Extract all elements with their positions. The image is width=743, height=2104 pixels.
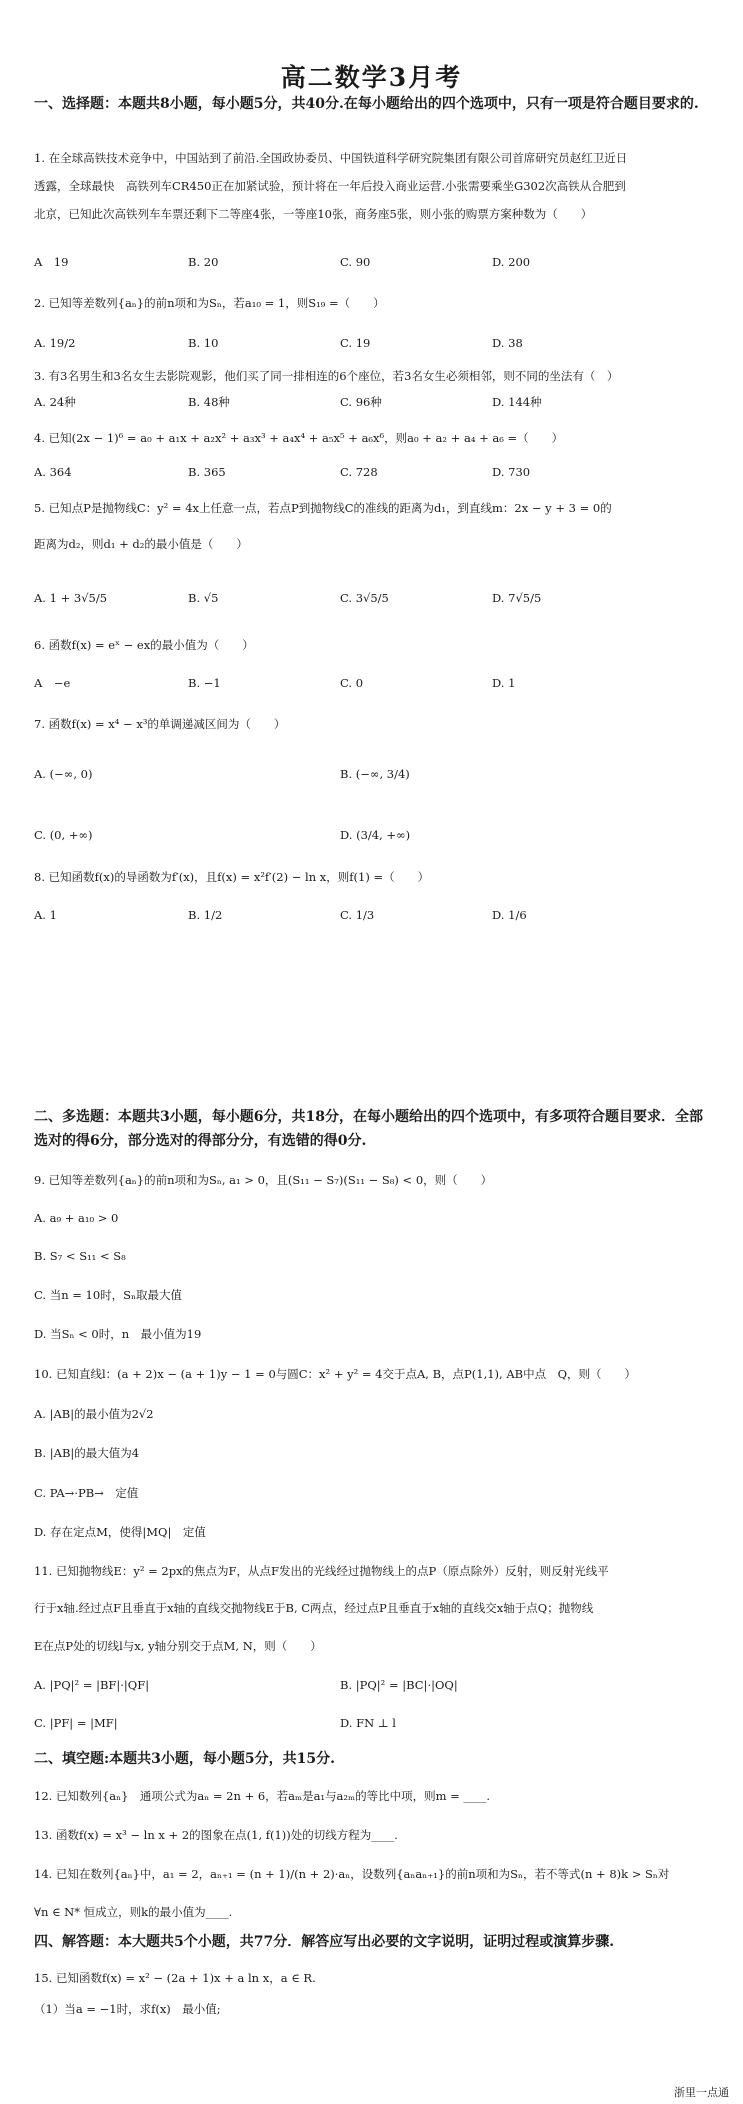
q9-option-c: C. 当n = 10时，Sₙ取最大值 <box>34 1288 183 1302</box>
q4-option-c: C. 728 <box>340 465 378 479</box>
q2-stem: 2. 已知等差数列{aₙ}的前n项和为Sₙ，若a₁₀ = 1，则S₁₉ =（ ） <box>34 296 385 310</box>
q11-line-1: 11. 已知抛物线E：y² = 2px的焦点为F，从点F发出的光线经过抛物线上的点P（原点除外）反射，则反射光线平 <box>34 1564 609 1578</box>
q6-option-b: B. −1 <box>188 676 221 690</box>
q4-stem: 4. 已知(2x − 1)⁶ = a₀ + a₁x + a₂x² + a₃x³ + a₄x⁴ + a₅x⁵ + a₆x⁶，则a₀ + a₂ + a₄ + a₆ =（ ） <box>34 431 564 445</box>
q1-option-c: C. 90 <box>340 255 371 269</box>
q6-option-d: D. 1 <box>492 676 516 690</box>
q5-line-1: 5. 已知点P是抛物线C：y² = 4x上任意一点，若点P到抛物线C的准线的距离为d₁，到直线m：2x − y + 3 = 0的 <box>34 501 612 515</box>
q3-option-c: C. 96种 <box>340 395 382 409</box>
page-title: 高二数学3月考 <box>280 63 463 92</box>
q8-option-b: B. 1/2 <box>188 908 223 922</box>
q2-option-d: D. 38 <box>492 336 523 350</box>
section-1-heading: 一、选择题：本题共8小题，每小题5分，共40分.在每小题给出的四个选项中，只有一项是符合题目要求的. <box>34 96 699 112</box>
q2-option-a: A. 19/2 <box>34 336 76 350</box>
q10-option-b: B. |AB|的最大值为4 <box>34 1446 140 1460</box>
q10-option-d: D. 存在定点M，使得|MQ| 定值 <box>34 1525 206 1539</box>
q15-line-1: 15. 已知函数f(x) = x² − (2a + 1)x + a ln x，a ∈ R. <box>34 1971 316 1985</box>
q14-line-1: 14. 已知在数列{aₙ}中，a₁ = 2，aₙ₊₁ = (n + 1)/(n + 2)·aₙ，设数列{aₙaₙ₊₁}的前n项和为Sₙ，若不等式(n + 8)k > Sₙ对 <box>34 1867 670 1881</box>
q8-option-c: C. 1/3 <box>340 908 375 922</box>
q10-stem: 10. 已知直线l：(a + 2)x − (a + 1)y − 1 = 0与圆C：x² + y² = 4交于点A, B，点P(1,1), AB中点 Q，则（ ） <box>34 1367 637 1381</box>
q1-line-2: 透露，全球最快 高铁列车CR450正在加紧试验，预计将在一年后投入商业运营.小张需要乘坐G302次高铁从合肥到 <box>34 179 626 193</box>
q3-stem: 3. 有3名男生和3名女生去影院观影，他们买了同一排相连的6个座位，若3名女生必须相邻，则不同的坐法有（ ） <box>34 369 619 383</box>
q1-option-d: D. 200 <box>492 255 531 269</box>
q3-option-b: B. 48种 <box>188 395 230 409</box>
q5-line-2: 距离为d₂，则d₁ + d₂的最小值是（ ） <box>34 537 248 551</box>
q5-option-d: D. 7√5/5 <box>492 591 542 605</box>
section-4-heading: 四、解答题：本大题共5个小题，共77分．解答应写出必要的文字说明，证明过程或演算步骤. <box>34 1934 615 1950</box>
q7-option-d: D. (3/4, +∞) <box>340 828 411 842</box>
section-3-heading: 二、填空题:本题共3小题，每小题5分，共15分. <box>34 1751 336 1767</box>
q8-stem: 8. 已知函数f(x)的导函数为f′(x)，且f(x) = x²f′(2) − ln x，则f(1) =（ ） <box>34 870 430 884</box>
q13-stem: 13. 函数f(x) = x³ − ln x + 2的图象在点(1, f(1))处的切线方程为____. <box>34 1828 398 1842</box>
q6-option-a: A −e <box>34 676 71 690</box>
q5-option-a: A. 1 + 3√5/5 <box>34 591 108 605</box>
q12-stem: 12. 已知数列{aₙ} 通项公式为aₙ = 2n + 6，若aₘ是a₁与a₂ₘ的等比中项，则m = ____. <box>34 1789 491 1803</box>
q9-option-b: B. S₇ < S₁₁ < S₈ <box>34 1249 126 1263</box>
q11-option-b: B. |PQ|² = |BC|·|OQ| <box>340 1678 458 1692</box>
q11-line-3: E在点P处的切线l与x, y轴分别交于点M, N，则（ ） <box>34 1639 322 1653</box>
q6-option-c: C. 0 <box>340 676 364 690</box>
q15-line-2: （1）当a = −1时，求f(x) 最小值; <box>34 2002 221 2016</box>
q4-option-b: B. 365 <box>188 465 226 479</box>
q11-option-d: D. FN ⊥ l <box>340 1716 396 1730</box>
q1-option-b: B. 20 <box>188 255 219 269</box>
q10-option-c: C. PA→·PB→ 定值 <box>34 1486 139 1500</box>
q11-option-c: C. |PF| = |MF| <box>34 1716 118 1730</box>
q9-stem: 9. 已知等差数列{aₙ}的前n项和为Sₙ, a₁ > 0，且(S₁₁ − S₇)(S₁₁ − S₈) < 0，则（ ） <box>34 1173 493 1187</box>
q2-option-c: C. 19 <box>340 336 371 350</box>
q1-option-a: A 19 <box>34 255 69 269</box>
q7-option-a: A. (−∞, 0) <box>34 767 93 781</box>
q7-stem: 7. 函数f(x) = x⁴ − x³的单调递减区间为（ ） <box>34 717 286 731</box>
q7-option-c: C. (0, +∞) <box>34 828 93 842</box>
q14-line-2: ∀n ∈ N* 恒成立，则k的最小值为____. <box>34 1905 233 1919</box>
q1-line-3: 北京，已知此次高铁列车车票还剩下二等座4张，一等座10张，商务座5张，则小张的购票方案种数为（ ） <box>34 207 593 221</box>
q8-option-a: A. 1 <box>34 908 57 922</box>
q7-option-b: B. (−∞, 3/4) <box>340 767 410 781</box>
q5-option-b: B. √5 <box>188 591 219 605</box>
q4-option-d: D. 730 <box>492 465 531 479</box>
q5-option-c: C. 3√5/5 <box>340 591 389 605</box>
q6-stem: 6. 函数f(x) = eˣ − ex的最小值为（ ） <box>34 638 254 652</box>
q1-line-1: 1. 在全球高铁技术竞争中，中国站到了前沿.全国政协委员、中国铁道科学研究院集团有限公司首席研究员赵红卫近日 <box>34 151 628 165</box>
q11-line-2: 行于x轴.经过点F且垂直于x轴的直线交抛物线E于B, C两点，经过点P且垂直于x轴的直线交x轴于点Q；抛物线 <box>34 1601 594 1615</box>
q2-option-b: B. 10 <box>188 336 219 350</box>
q10-option-a: A. |AB|的最小值为2√2 <box>34 1407 154 1421</box>
q9-option-a: A. a₉ + a₁₀ > 0 <box>34 1211 119 1225</box>
q8-option-d: D. 1/6 <box>492 908 527 922</box>
footer-watermark: 浙里一点通 <box>674 2086 729 2099</box>
q9-option-d: D. 当Sₙ < 0时，n 最小值为19 <box>34 1327 202 1341</box>
q3-option-d: D. 144种 <box>492 395 542 409</box>
q4-option-a: A. 364 <box>34 465 72 479</box>
q3-option-a: A. 24种 <box>34 395 76 409</box>
q11-option-a: A. |PQ|² = |BF|·|QF| <box>34 1678 150 1692</box>
section-2-heading: 二、多选题：本题共3小题，每小题6分，共18分，在每小题给出的四个选项中，有多项符合题目要求．全部选对的得6分，部分选对的得部分分，有选错的得0分. <box>34 1109 703 1149</box>
